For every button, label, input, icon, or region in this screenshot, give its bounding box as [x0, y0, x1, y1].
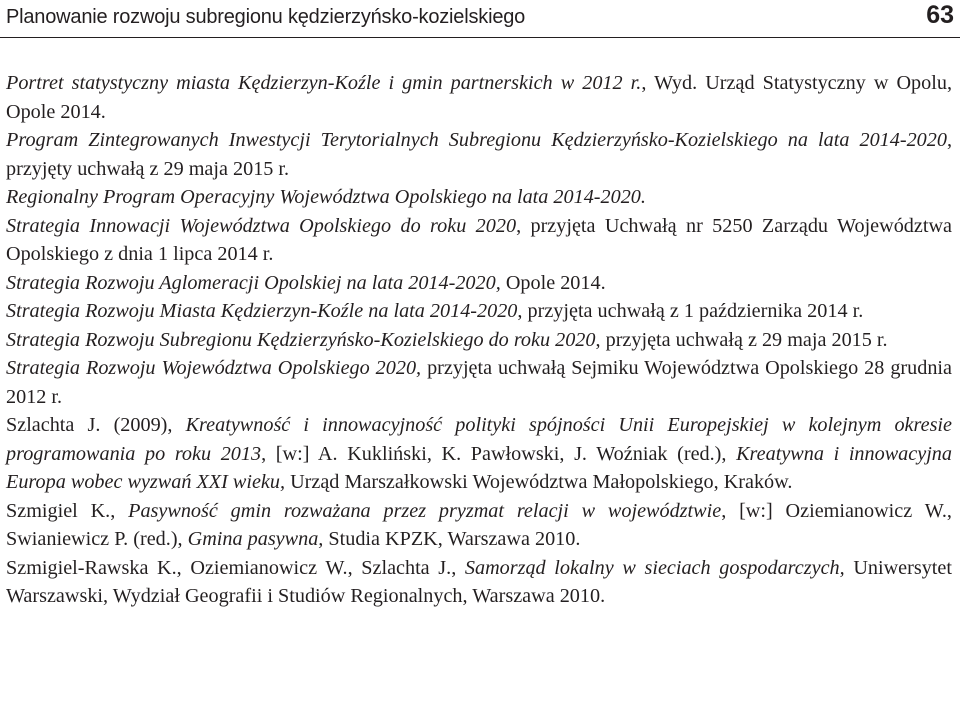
running-header	[0, 0, 960, 40]
entry-text: , przyjęta Uchwałą nr 5250 Zarządu Województwa Opolskiego z dnia 1 lipca 2014 r.	[6, 214, 953, 265]
entry-text: Uniwersytet Warszawski, Wydział Geografii i Studiów Regionalnych, Warszawa 2010.	[6, 556, 952, 607]
entry-title-italic: Strategia Rozwoju Aglomeracji Opolskiej na lata 2014-2020,	[6, 271, 501, 294]
entry-title-italic: Strategia Rozwoju Subregionu Kędzierzyńsko-Kozielskiego do roku 2020	[6, 328, 596, 351]
entry-title-italic: Pasywność gmin rozważana przez pryzmat relacji w województwie	[128, 499, 722, 522]
bibliography-list	[0, 69, 952, 611]
entry-text: Szlachta J. (2009),	[6, 414, 186, 436]
bibliography-entry	[0, 411, 952, 497]
bibliography-entry	[0, 354, 952, 411]
bibliography-entry	[0, 554, 952, 611]
bibliography-entry	[0, 297, 952, 326]
bibliography-entry	[0, 497, 952, 554]
entry-text: , [w:] Oziemianowicz W., Swianiewicz P. (red.),	[6, 499, 952, 550]
bibliography-entry	[0, 326, 952, 355]
entry-title-italic: Strategia Innowacji Województwa Opolskiego do roku 2020	[6, 214, 517, 237]
entry-text: Urząd Marszałkowski Województwa Małopolskiego, Kraków.	[285, 471, 793, 493]
entry-text: , przyjęta uchwałą z 1 października 2014 r.	[517, 300, 864, 322]
page-number: 63	[926, 1, 954, 29]
entry-text: , Wyd. Urząd Statystyczny w Opolu, Opole 2014.	[6, 72, 952, 123]
entry-title-italic: Gmina pasywna,	[187, 528, 324, 550]
running-title: Planowanie rozwoju subregionu kędzierzyńsko-kozielskiego	[6, 6, 526, 28]
entry-text: , przyjęty uchwałą z 29 maja 2015 r.	[6, 129, 952, 180]
header-rule	[0, 37, 960, 38]
bibliography-entry	[0, 126, 952, 183]
bibliography-entry	[0, 269, 952, 298]
entry-title-italic: Samorząd lokalny w sieciach gospodarczych,	[464, 556, 845, 579]
entry-text: Szmigiel K.,	[6, 499, 129, 522]
bibliography-entry	[0, 69, 952, 126]
entry-text: Studia KPZK, Warszawa 2010.	[323, 528, 581, 550]
entry-text: , [w:] A. Kukliński, K. Pawłowski, J. Woźniak (red.),	[261, 442, 737, 465]
entry-title-italic: Kreatywna i innowacyjna Europa wobec wyzwań XXI wieku,	[6, 442, 952, 493]
entry-title-italic: Kreatywność i innowacyjność polityki spójności Unii Europejskiej w kolejnym okresie programowania po roku 2013	[6, 414, 953, 465]
entry-title-italic: Strategia Rozwoju Miasta Kędzierzyn-Koźle na lata 2014-2020	[6, 300, 518, 322]
bibliography-entry	[0, 183, 952, 212]
entry-text: Szmigiel-Rawska K., Oziemianowicz W., Szlachta J.,	[6, 556, 465, 579]
entry-title-italic: Regionalny Program Operacyjny Województwa Opolskiego na lata 2014-2020.	[6, 186, 646, 208]
entry-text: Opole 2014.	[500, 271, 606, 294]
entry-text: przyjęta uchwałą Sejmiku Województwa Opolskiego 28 grudnia 2012 r.	[6, 357, 952, 408]
bibliography-entry	[0, 212, 952, 269]
entry-title-italic: Program Zintegrowanych Inwestycji Terytorialnych Subregionu Kędzierzyńsko-Kozielskiego na lata 2014-2020	[6, 129, 947, 151]
entry-title-italic: Strategia Rozwoju Województwa Opolskiego 2020,	[6, 357, 422, 379]
entry-title-italic: Portret statystyczny miasta Kędzierzyn-Koźle i gmin partnerskich w 2012 r.	[6, 72, 642, 94]
entry-text: , przyjęta uchwałą z 29 maja 2015 r.	[595, 328, 888, 351]
